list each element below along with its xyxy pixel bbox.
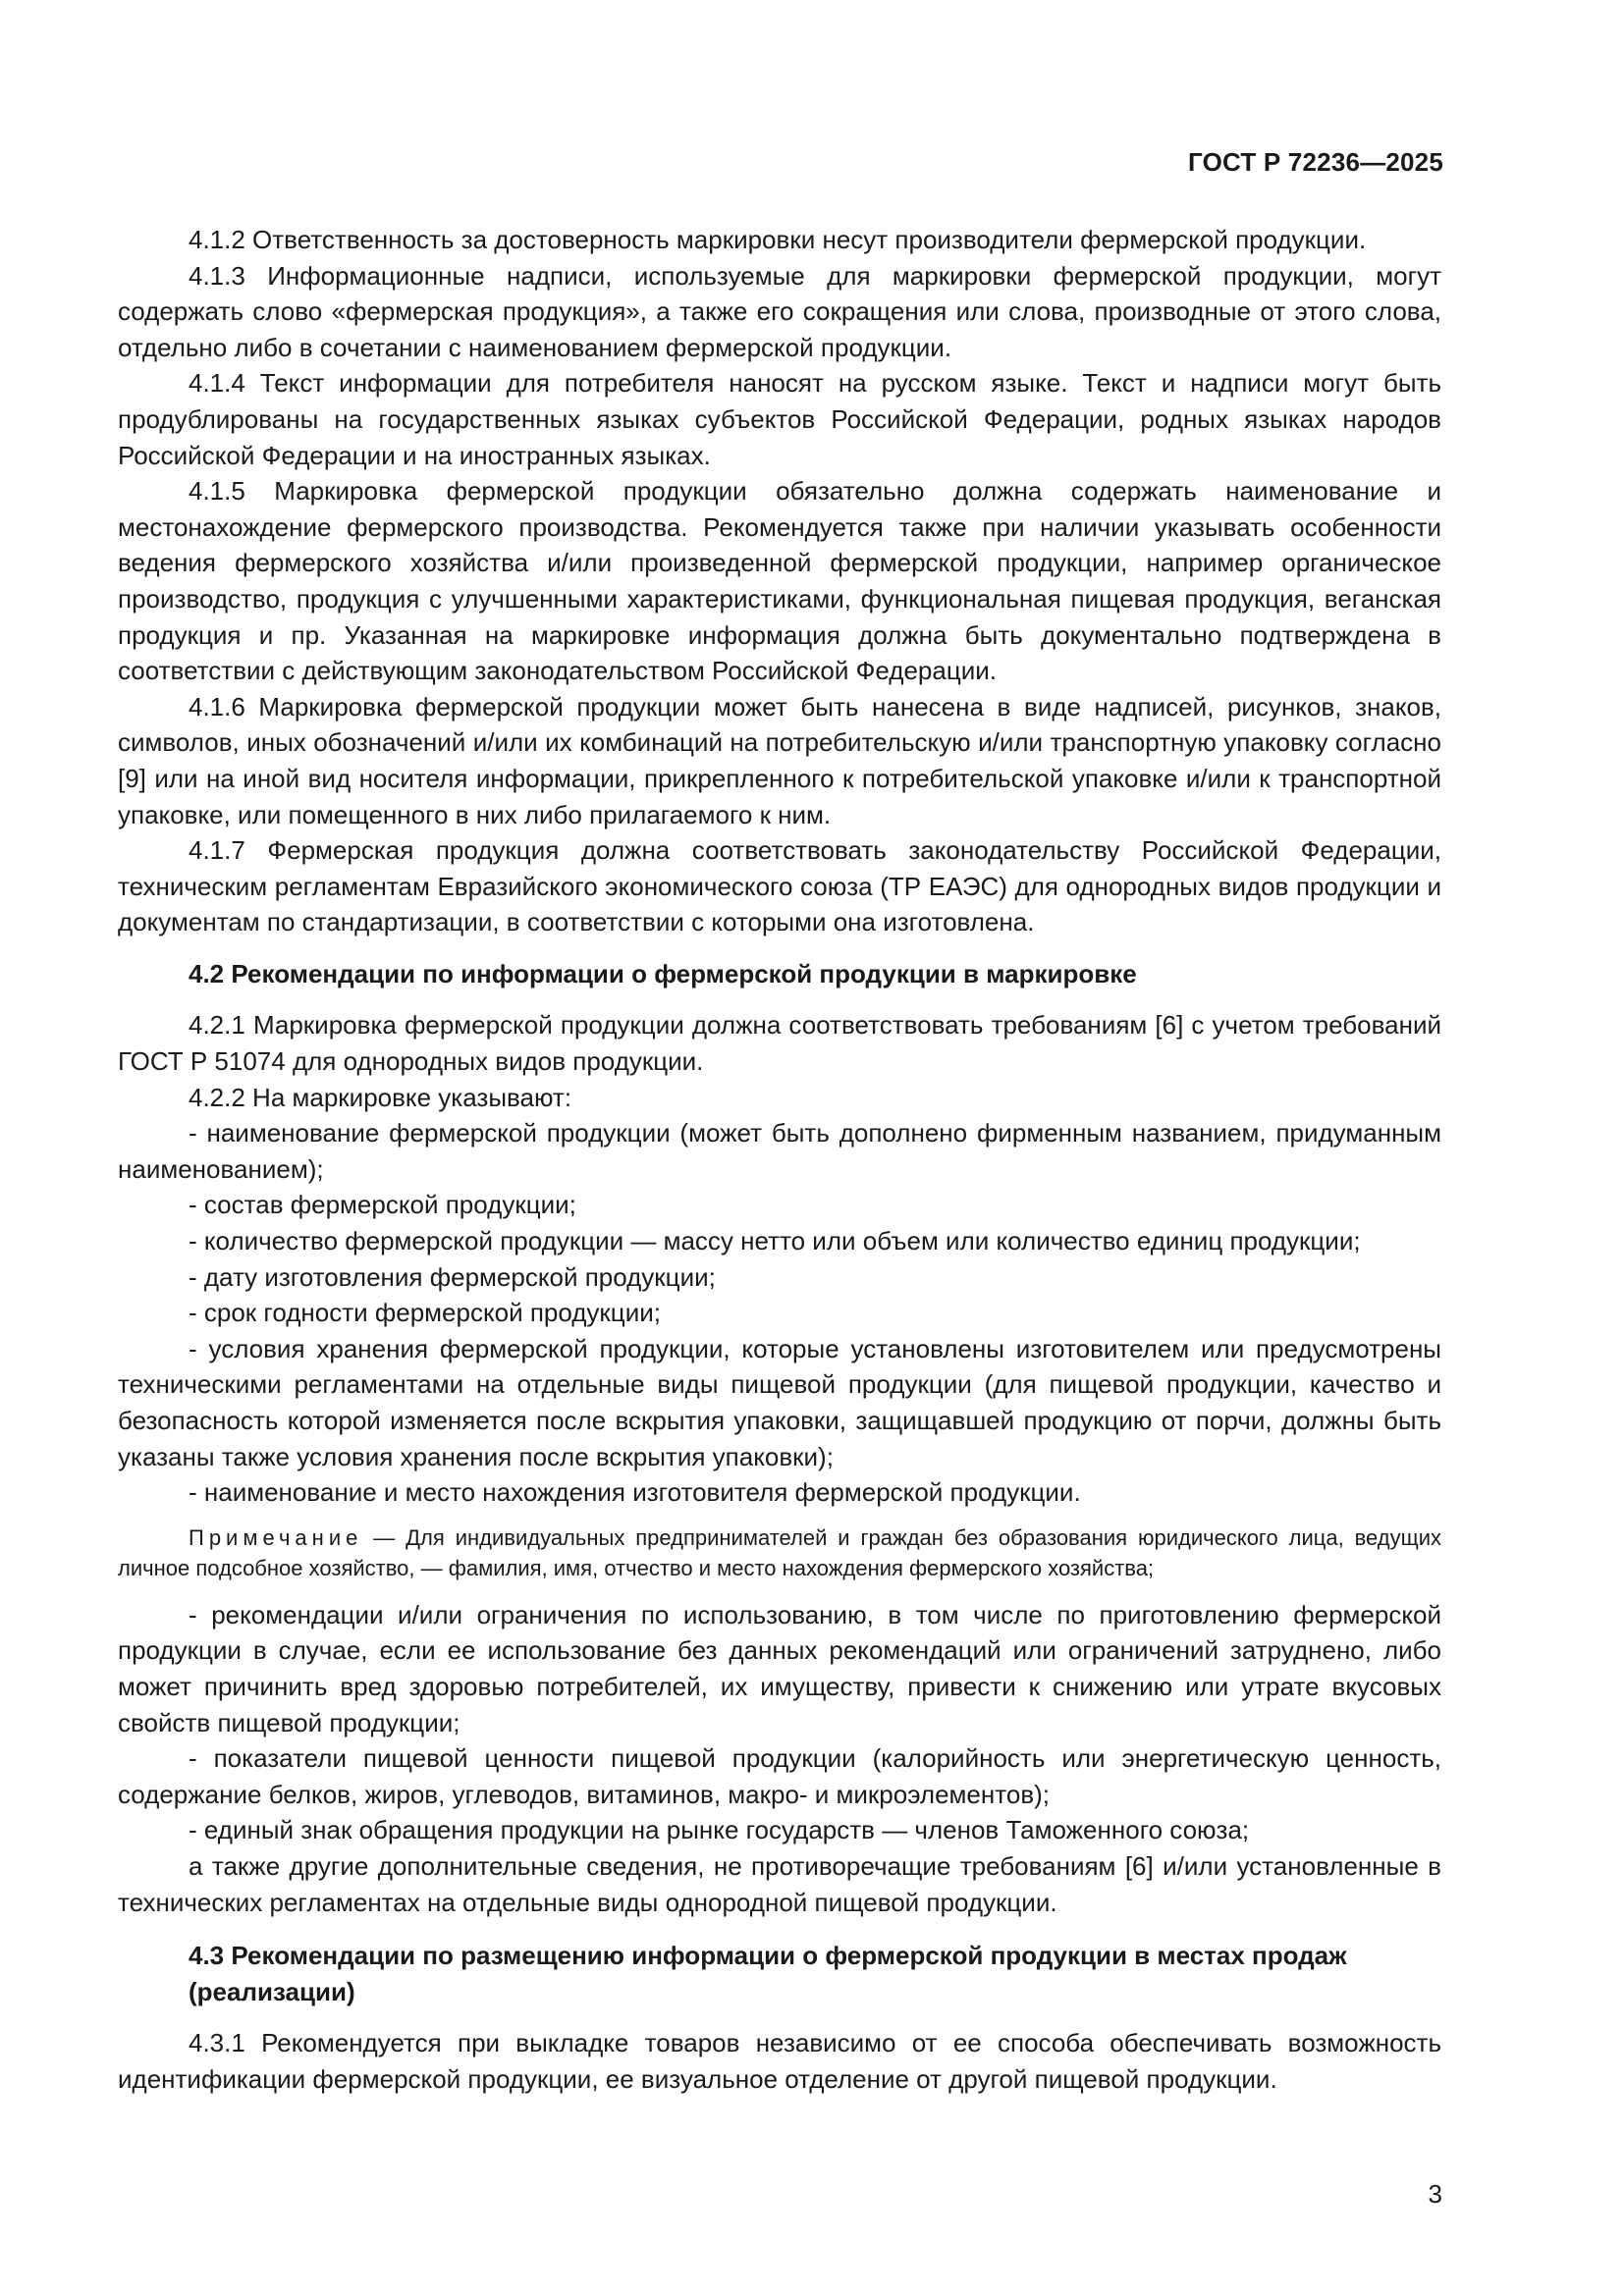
paragraph-4-3-1: 4.3.1 Рекомендуется при выкладке товаров независимо от ее способа обеспечивать возможность идентификации фермерской продукции, ее визуальное отделение от другой пищевой продукции. bbox=[118, 2028, 1441, 2094]
list-item: - дату изготовления фермерской продукции; bbox=[189, 1261, 716, 1292]
list-item: - показатели пищевой ценности пищевой продукции (калорийность или энергетическую ценность, содержание белков, жиров, углеводов, витаминов, макро- и микроэлементов); bbox=[118, 1743, 1441, 1809]
paragraph-4-1-6: 4.1.6 Маркировка фермерской продукции может быть нанесена в виде надписей, рисунков, знаков, символов, иных обозначений и/или их комбинаций на потребительскую и/или транспортную упаковку согласно [9] или на иной вид носителя информации, прикрепленного к потребительской упаковке и/или к транспортной упаковке, или помещенного в них либо прилагаемого к ним. bbox=[118, 691, 1441, 829]
note-label: Примечание bbox=[189, 1524, 363, 1550]
paragraph-4-2-2: 4.2.2 На маркировке указывают: bbox=[189, 1082, 572, 1112]
document-code-header: ГОСТ Р 72236—2025 bbox=[1188, 147, 1443, 177]
list-item: - количество фермерской продукции — массу нетто или объем или количество единиц продукции; bbox=[189, 1226, 1361, 1256]
document-body bbox=[118, 222, 1441, 2098]
note-text: — Для индивидуальных предпринимателей и граждан без образования юридического лица, ведущих личное подсобное хозяйство, — фамилия, имя, отчество и место нахождения фермерского хозяйства; bbox=[118, 1524, 1441, 1580]
list-item: - наименование и место нахождения изготовителя фермерской продукции. bbox=[189, 1477, 1081, 1508]
list-item: - единый знак обращения продукции на рынке государств — членов Таможенного союза; bbox=[189, 1815, 1250, 1845]
paragraph-4-1-5: 4.1.5 Маркировка фермерской продукции обязательно должна содержать наименование и местонахождение фермерского производства. Рекомендуется также при наличии указывать особенности ведения фермерского хозяйства и/или произведенной фермерской продукции, например органическое производство, продукция с улучшенными характеристиками, функциональная пищевая продукция, веганская продукция и пр. Указанная на маркировке информация должна быть документально подтверждена в соответствии с действующим законодательством Российской Федерации. bbox=[118, 476, 1441, 686]
list-item: - условия хранения фермерской продукции, которые установлены изготовителем или предусмотрены техническими регламентами на отдельные виды пищевой продукции (для пищевой продукции, качество и безопасность которой изменяется после вскрытия упаковки, защищавшей продукцию от порчи, должны быть указаны также условия хранения после вскрытия упаковки); bbox=[118, 1333, 1441, 1471]
paragraph-4-1-3: 4.1.3 Информационные надписи, используемые для маркировки фермерской продукции, могут содержать слово «фермерская продукция», а также его сокращения или слова, производные от этого слова, отдельно либо в сочетании с наименованием фермерской продукции. bbox=[118, 260, 1441, 362]
paragraph-4-1-4: 4.1.4 Текст информации для потребителя наносят на русском языке. Текст и надписи могут быть продублированы на государственных языках субъектов Российской Федерации, родных языках народов Российской Федерации и на иностранных языках. bbox=[118, 368, 1441, 470]
section-heading-4-3: 4.3 Рекомендации по размещению информации о фермерской продукции в местах продаж (реализации) bbox=[189, 1941, 1347, 2006]
closing-paragraph: а также другие дополнительные сведения, не противоречащие требованиям [6] и/или установленные в технических регламентах на отдельные виды однородной пищевой продукции. bbox=[118, 1850, 1441, 1917]
list-item: - срок годности фермерской продукции; bbox=[189, 1298, 661, 1328]
paragraph-4-1-2: 4.1.2 Ответственность за достоверность маркировки несут производители фермерской продукции. bbox=[189, 225, 1367, 254]
section-heading-4-2: 4.2 Рекомендации по информации о фермерской продукции в маркировке bbox=[189, 958, 1137, 988]
list-item: - рекомендации и/или ограничения по использованию, в том числе по приготовлению фермерской продукции в случае, если ее использование без данных рекомендаций или ограничений затруднено, либо может причинить вред здоровью потребителей, их имуществу, привести к снижению или утрате вкусовых свойств пищевой продукции; bbox=[118, 1599, 1441, 1737]
page-number: 3 bbox=[1428, 2179, 1442, 2209]
list-item: - наименование фермерской продукции (может быть дополнено фирменным названием, придуманным наименованием); bbox=[118, 1118, 1441, 1184]
list-item: - состав фермерской продукции; bbox=[189, 1190, 576, 1220]
note-block bbox=[118, 1522, 1441, 1583]
paragraph-4-1-7: 4.1.7 Фермерская продукция должна соответствовать законодательству Российской Федерации, техническим регламентам Евразийского экономического союза (ТР ЕАЭС) для однородных видов продукции и документам по стандартизации, в соответствии с которыми она изготовлена. bbox=[118, 835, 1441, 937]
paragraph-4-2-1: 4.2.1 Маркировка фермерской продукции должна соответствовать требованиям [6] с учетом требований ГОСТ Р 51074 для однородных видов продукции. bbox=[118, 1010, 1441, 1077]
